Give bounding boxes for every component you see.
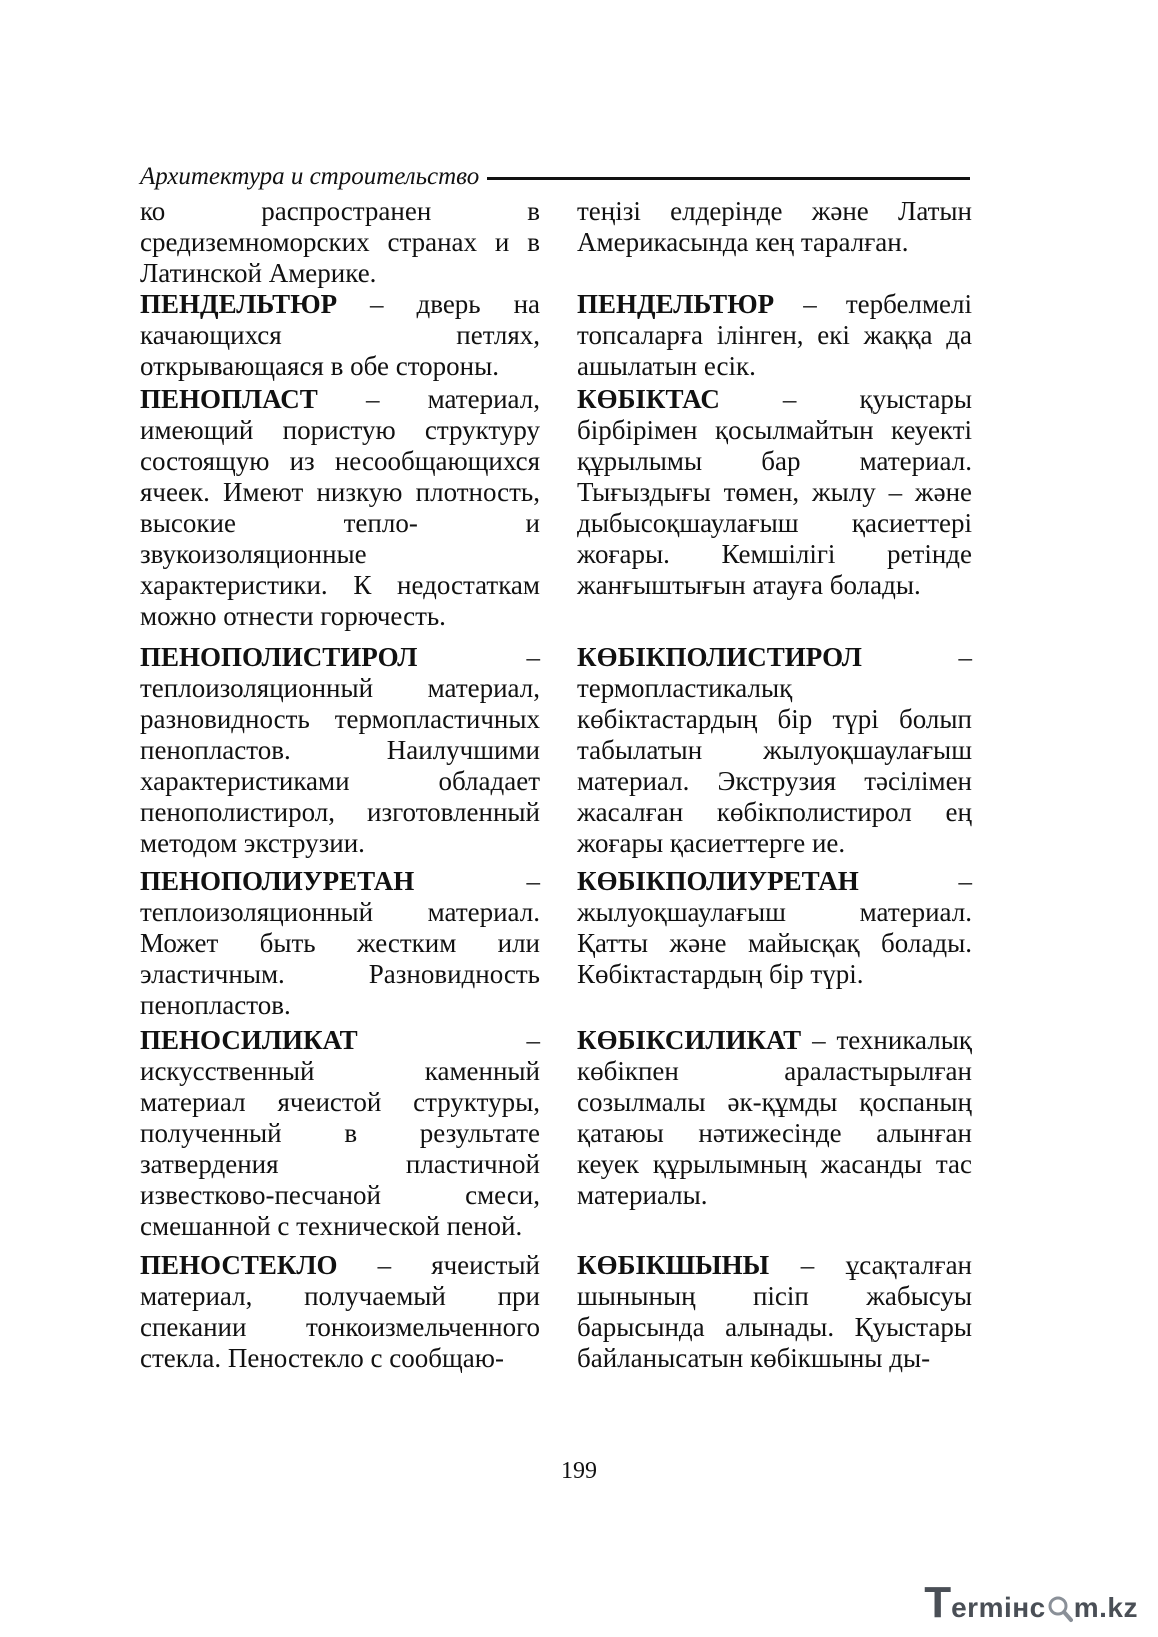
entry-definition: ко распространен в средиземноморских странах и в Латинской Америке. — [140, 196, 540, 288]
entry-definition: тербелмелі топсаларға ілінген, екі жаққа да ашылатын есік. — [577, 289, 972, 381]
entry-definition: теплоизоляционный материал, разновидность термопластичных пенопластов. Наилучшими характеристиками обладает пенополистирол, изготовленный методом экструзии. — [140, 673, 540, 858]
entry-term: КӨБІКТАС — [577, 384, 720, 414]
entry-term: ПЕНДЕЛЬТЮР — [140, 289, 338, 319]
watermark-text-1: ermінc — [951, 1592, 1046, 1623]
header-title: Архитектура и строительство — [140, 163, 480, 190]
entry-definition: жылуоқшаулағыш материал. Қатты және майысқақ болады. Көбіктастардың бір түрі. — [577, 897, 972, 989]
entry-term: ПЕНОПЛАСТ — [140, 384, 318, 414]
kz-entry-kobikshyny: КӨБІКШЫНЫ – ұсақталған шынының пісіп жабысуы барысында алынады. Қуыстары байланысатын көбікшыны ды- — [577, 1250, 972, 1373]
entry-definition: теплоизоляционный материал. Может быть жестким или эластичным. Разновидность пенопластов. — [140, 897, 540, 1020]
watermark-text-2: m.kz — [1073, 1592, 1138, 1623]
kz-entry-kobikpolistirol: КӨБІКПОЛИСТИРОЛ – термопластикалық көбіктастардың бір түрі болып табылатын жылуоқшаулағыш материал. Экструзия тәсілімен жасалған көбікполистирол ең жоғары қасиеттерге ие. — [577, 642, 972, 858]
kz-entry-kobiksilikat: КӨБІКСИЛИКАТ – техникалық көбікпен араластырылған созылмалы әк-құмды қоспаның қатаюы нәтижесінде алынған кеуек құрылымның жасанды тас материалы. — [577, 1025, 972, 1210]
entry-definition: материал, имеющий пористую структуру состоящую из несообщающихся ячеек. Имеют низкую плотность, высокие тепло- и звукоизоляционные характеристики. К недостаткам можно отнести горючесть. — [140, 384, 540, 631]
kz-entry-continuation — [577, 196, 972, 258]
ru-entry-penosteklo: ПЕНОСТЕКЛО – ячеистый материал, получаемый при спекании тонкоизмельченного стекла. Пеностекло с сообщаю- — [140, 1250, 540, 1373]
termincom-watermark-logo — [924, 1578, 1138, 1627]
entry-definition: ячеистый материал, получаемый при спекании тонкоизмельченного стекла. Пеностекло с сообщаю- — [140, 1250, 540, 1373]
entry-definition: искусственный каменный материал ячеистой структуры, полученный в результате затвердения пластичной известково-песчаной смеси, смешанной с технической пеной. — [140, 1056, 540, 1241]
page-number: 199 — [561, 1458, 597, 1484]
watermark-initial: T — [924, 1578, 952, 1627]
entry-definition: техникалық көбікпен араластырылған созылмалы әк-құмды қоспаның қатаюы нәтижесінде алынған кеуек құрылымның жасанды тас материалы. — [577, 1025, 972, 1210]
ru-entry-penoplast: ПЕНОПЛАСТ – материал, имеющий пористую структуру состоящую из несообщающихся ячеек. Имеют низкую плотность, высокие тепло- и звукоизоляционные характеристики. К недостаткам можно отнести горючесть. — [140, 384, 540, 631]
ru-entry-penopolistirol: ПЕНОПОЛИСТИРОЛ – теплоизоляционный материал, разновидность термопластичных пенопластов. Наилучшими характеристиками обладает пенополистирол, изготовленный методом экструзии. — [140, 642, 540, 858]
entry-definition: теңізі елдерінде және Латын Америкасында кең таралған. — [577, 196, 972, 257]
header-rule — [487, 177, 970, 180]
ru-entry-pendeltyur: ПЕНДЕЛЬТЮР – дверь на качающихся петлях, открывающаяся в обе стороны. — [140, 289, 541, 381]
ru-entry-penosilikat: ПЕНОСИЛИКАТ – искусственный каменный материал ячеистой структуры, полученный в результате затвердения пластичной известково-песчаной смеси, смешанной с технической пеной. — [140, 1025, 540, 1241]
entry-term: ПЕНОПОЛИСТИРОЛ — [140, 642, 418, 672]
entry-term: ПЕНОПОЛИУРЕТАН — [140, 866, 415, 896]
entry-term: ПЕНОСИЛИКАТ — [140, 1025, 358, 1055]
entry-term: КӨБІКШЫНЫ — [577, 1250, 770, 1280]
entry-term: КӨБІКПОЛИУРЕТАН — [577, 866, 859, 896]
kz-entry-kobiktas: КӨБІКТАС – қуыстары бірбірімен қосылмайтын кеуекті құрылымы бар материал. Тығыздығы төмен, жылу – және дыбысоқшаулағыш қасиеттері жоғары. Кемшілігі ретінде жанғыштығын атауға болады. — [577, 384, 972, 600]
ru-entry-continuation — [140, 196, 540, 289]
entry-term: ПЕНОСТЕКЛО — [140, 1250, 338, 1280]
running-header — [140, 160, 970, 194]
entry-definition: қуыстары бірбірімен қосылмайтын кеуекті құрылымы бар материал. Тығыздығы төмен, жылу – және дыбысоқшаулағыш қасиеттері жоғары. Кемшілігі ретінде жанғыштығын атауға болады. — [577, 384, 972, 600]
kz-entry-pendeltyur: ПЕНДЕЛЬТЮР – тербелмелі топсаларға ілінген, екі жаққа да ашылатын есік. — [577, 289, 972, 381]
entry-definition: ұсақталған шынының пісіп жабысуы барысында алынады. Қуыстары байланысатын көбікшыны ды- — [577, 1250, 972, 1373]
entry-definition: термопластикалық көбіктастардың бір түрі болып табылатын жылуоқшаулағыш материал. Экструзия тәсілімен жасалған көбікполистирол ең жоғары қасиеттерге ие. — [577, 673, 972, 858]
entry-term: КӨБІКСИЛИКАТ — [577, 1025, 802, 1055]
magnifier-icon — [1047, 1595, 1073, 1625]
entry-definition: дверь на качающихся петлях, открывающаяся в обе стороны. — [140, 289, 541, 381]
ru-entry-penopoliuretan: ПЕНОПОЛИУРЕТАН – теплоизоляционный материал. Может быть жестким или эластичным. Разновидность пенопластов. — [140, 866, 540, 1020]
kz-entry-kobikpoliuretan: КӨБІКПОЛИУРЕТАН – жылуоқшаулағыш материал. Қатты және майысқақ болады. Көбіктастардың бір түрі. — [577, 866, 972, 989]
entry-term: ПЕНДЕЛЬТЮР — [577, 289, 775, 319]
entry-term: КӨБІКПОЛИСТИРОЛ — [577, 642, 862, 672]
